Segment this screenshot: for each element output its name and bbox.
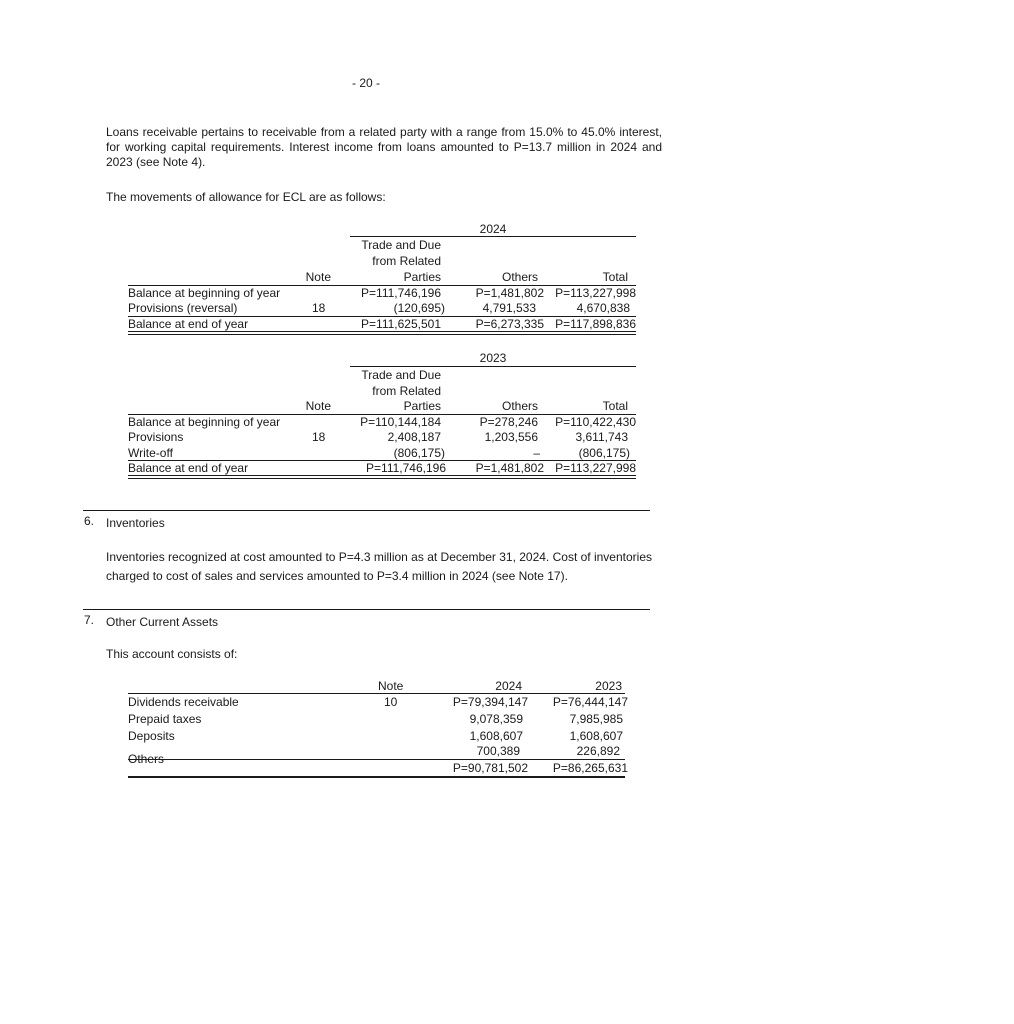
col-trade-line2: from Related [372,384,441,398]
row-label: Provisions (reversal) [128,301,238,315]
total-double-rule [128,331,636,335]
row-total: (806,175) [578,446,630,460]
col-2023: 2023 [595,679,622,693]
row-others: P=1,481,802 [475,461,544,475]
row-note: 18 [312,430,326,444]
total-2024: P=90,781,502 [452,761,528,775]
col-trade-line3: Parties [403,270,441,284]
row-trade: (806,175) [393,446,445,460]
row-others: – [533,446,540,460]
row-trade: P=111,625,501 [361,317,441,331]
col-note: Note [305,270,331,284]
row-others: P=1,481,802 [475,286,544,300]
row-label: Prepaid taxes [128,712,202,726]
inventories-paragraph: Inventories recognized at cost amounted to P=4.3 million as at December 31, 2024. Cost of inventories charged to cost of sales and services amounted to P=3.4 million in 2024 (see Note 17). [106,550,652,583]
total-rule [128,776,625,778]
year-underline [350,366,636,367]
row-trade: 2,408,187 [387,430,441,444]
col-trade-line1: Trade and Due [361,238,441,252]
col-others: Others [501,399,538,413]
row-label: Others [128,752,165,766]
row-label: Balance at beginning of year [128,286,281,300]
movements-lead: The movements of allowance for ECL are as follows: [106,190,386,204]
row-note: 10 [384,695,398,709]
row-trade: P=111,746,196 [366,461,446,475]
row-2023: P=76,444,147 [552,695,628,709]
header-rule [128,693,625,694]
section-7-title: Other Current Assets [106,615,219,629]
account-lead: This account consists of: [106,647,238,661]
total-double-rule [128,475,636,479]
row-total: P=110,422,430 [555,415,636,429]
loans-receivable-paragraph: Loans receivable pertains to receivable from a related party with a range from 15.0% to 45.0% interest, for working capital requirements. Interest income from loans amounted to P=13.7 million in 2024 and 2023 (see Note 4). [106,125,662,169]
row-others: P=6,273,335 [475,317,544,331]
year-underline [350,236,636,237]
year-header-2024: 2024 [479,222,507,236]
col-trade-line2: from Related [372,254,441,268]
col-note: Note [305,399,331,413]
row-total: P=117,898,836 [555,317,636,331]
subtotal-rule [128,759,625,760]
row-trade: P=111,746,196 [361,286,441,300]
row-trade: (120,695) [393,301,445,315]
row-total: P=113,227,998 [555,286,636,300]
section-6-title: Inventories [106,516,165,530]
row-total: 3,611,743 [575,430,628,444]
section-divider [83,609,650,610]
row-label: Write-off [128,446,173,460]
row-2023: 7,985,985 [569,712,623,726]
col-trade-line1: Trade and Due [361,368,441,382]
section-7-number: 7. [84,613,95,627]
col-others: Others [501,270,538,284]
row-2024: 1,608,607 [469,729,523,743]
row-2024: P=79,394,147 [452,695,528,709]
row-trade: P=110,144,184 [360,415,441,429]
row-label: Balance at end of year [128,317,249,331]
row-label: Provisions [128,430,184,444]
row-2023: 226,892 [576,744,620,758]
row-2024: 9,078,359 [469,712,523,726]
row-label: Balance at end of year [128,461,249,475]
row-others: P=278,246 [479,415,538,429]
row-2024: 700,389 [476,744,520,758]
col-2024: 2024 [495,679,522,693]
total-2023: P=86,265,631 [552,761,628,775]
row-others: 4,791,533 [482,301,536,315]
col-trade-line3: Parties [403,399,441,413]
row-others: 1,203,556 [484,430,538,444]
row-note: 18 [312,301,326,315]
col-total: Total [602,399,628,413]
row-total: P=113,227,998 [555,461,636,475]
row-label: Balance at beginning of year [128,415,281,429]
section-6-number: 6. [84,514,95,528]
col-total: Total [602,270,628,284]
row-2023: 1,608,607 [569,729,623,743]
row-label: Deposits [128,729,175,743]
year-header-2023: 2023 [479,351,507,365]
row-total: 4,670,838 [576,301,630,315]
row-label: Dividends receivable [128,695,239,709]
section-divider [83,510,650,511]
col-note: Note [378,679,404,693]
page-number: - 20 - [352,76,381,90]
